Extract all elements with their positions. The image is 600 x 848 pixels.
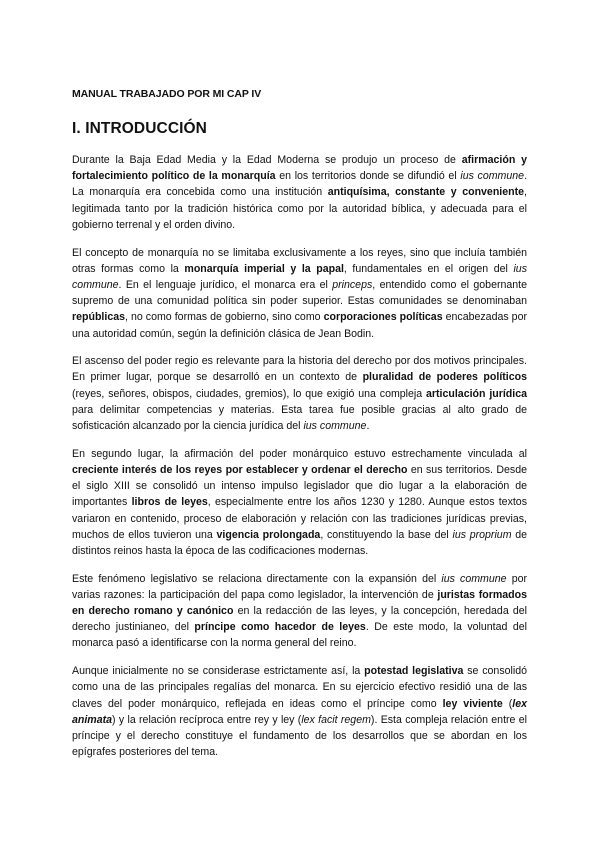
bold-term: creciente interés de los reyes por establecer y ordenar el derecho [72,463,408,476]
paragraph-5 [72,571,527,652]
paragraph-1 [72,152,527,233]
text-run: , fundamentales en el origen del [343,262,514,275]
bold-term: potestad legislativa [364,665,464,678]
latin-term: princeps [332,278,373,291]
bold-term: juristas formados en derecho romano y canónico [72,588,527,618]
bold-term: corporaciones políticas [323,311,443,324]
bold-latin-term: lex animata [72,697,527,726]
latin-term: ius proprium [452,528,512,541]
latin-term: lex facit regem [301,713,371,726]
text-run: (reyes, señores, obispos, ciudades, gremios), lo que exigió una compleja [72,387,427,400]
document-header: MANUAL TRABAJADO POR MI CAP IV [72,88,262,100]
paragraph-3 [72,353,527,434]
text-run: . La monarquía era concebida como una institución [72,170,528,199]
text-run: ) y la relación recíproca entre rey y ley ( [112,713,302,726]
latin-term: ius commune [441,572,507,585]
latin-term: ius commune [72,262,527,291]
text-run: Durante la Baja Edad Media y la Edad Moderna se produjo un proceso de [72,154,462,166]
text-run: En segundo lugar, la afirmación del poder monárquico estuvo estrechamente vinculada al [72,447,527,460]
text-run: encabezadas por una autoridad común, según la definición clásica de Jean Bodin. [72,311,527,340]
text-run: . En el lenguaje jurídico, el monarca era el [118,278,333,291]
text-run: ). Esta compleja relación entre el príncipe y el derecho constituye el fundamento de los desarrollos que se abordan en los epígrafes posteriores del tema. [72,713,527,759]
bold-term: monarquía imperial y la papal [184,262,344,275]
text-run: se consolidó como una de las principales regalías del monarca. En su ejercicio efectivo residió una de las claves del poder monárquico, reflejada en ideas como el príncipe como [72,665,527,710]
bold-term: vigencia prolongada [216,528,321,541]
paragraph-4 [72,446,527,559]
bold-term: antiquísima, constante y conveniente [327,186,525,199]
text-run: El concepto de monarquía no se limitaba exclusivamente a los reyes, sino que incluía también otras formas como la [72,246,527,275]
bold-term: afirmación y fortalecimiento político de la monarquía [72,154,527,183]
latin-term: ius commune [303,420,367,433]
bold-term: príncipe como hacedor de leyes [194,621,366,634]
bold-term: repúblicas [72,311,125,324]
text-run: , no como formas de gobierno, sino como [125,311,324,324]
text-run: , legitimada tanto por la tradición histórica como por la autoridad bíblica, y adecuada para el gobierno terrenal y el orden divino. [72,186,527,231]
bold-term: articulación jurídica [426,387,527,400]
section-title: I. INTRODUCCIÓN [72,120,207,137]
text-run: El ascenso del poder regio es relevante para la historia del derecho por dos motivos principales. En primer lugar, porque se desarrolló en un contexto de [72,355,527,384]
bold-term: pluralidad de poderes políticos [362,371,527,384]
document-page [72,88,527,772]
text-run: en los territorios donde se difundió el [275,170,461,183]
latin-term: ius commune [460,170,525,183]
text-run: de distintos reinos hasta la época de las codificaciones modernas. [72,528,528,557]
text-run: Este fenómeno legislativo se relaciona directamente con la expansión del [72,572,442,585]
bold-term: ley viviente [442,697,503,710]
paragraph-6 [72,663,527,760]
text-run: , constituyendo la base del [320,528,453,541]
text-run: en sus territorios. Desde el siglo XIII se consolidó un intenso impulso legislador que dio lugar a la elaboración de importantes [72,463,527,509]
text-run: . [366,420,370,433]
text-run: . De este modo, la voluntad del monarca pasó a identificarse con la norma general del reino. [72,621,527,650]
text-run: en la redacción de las leyes, y la concepción, heredada del derecho justinianeo, del [72,605,528,634]
text-run: para delimitar competencias y materias. Esta tarea fue posible gracias al alto grado de sofisticación alcanzado por la ciencia jurídica del [72,403,527,433]
text-run: , entendido como el gobernante supremo de una comunidad política sin poder superior. Estas comunidades se denominaban [72,278,528,308]
bold-term: libros de leyes [131,496,208,509]
text-run: Aunque inicialmente no se considerase estrictamente así, la [72,665,365,678]
paragraph-2 [72,245,527,342]
text-run: por varias razones: la participación del papa como legislador, la intervención de [72,572,528,601]
text-run: , especialmente entre los años 1230 y 1280. Aunque estos textos variaron en contenido, proceso de elaboración y relación con las tradiciones jurídicas previas, muchos de ellos tuvieron una [72,496,527,541]
text-run: ( [502,697,513,710]
